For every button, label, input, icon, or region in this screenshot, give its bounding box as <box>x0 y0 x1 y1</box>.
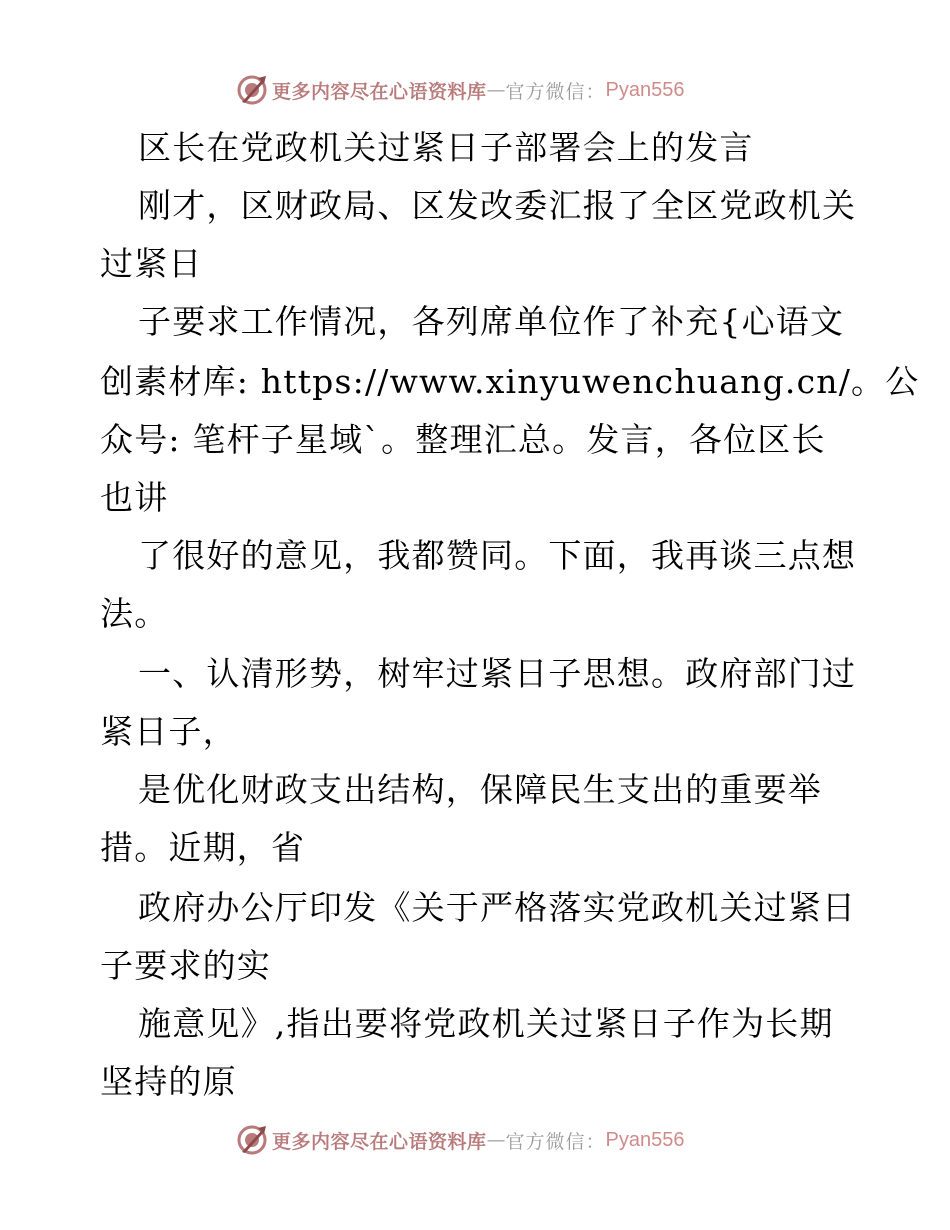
footer-banner <box>236 1122 685 1158</box>
banner-wechat-id: Pyan556 <box>605 1128 685 1151</box>
quill-seal-logo-icon <box>236 1124 268 1156</box>
banner-promo-text: 更多内容尽在心语资料库 <box>272 1130 487 1153</box>
body-line: 施意见》,指出要将党政机关过紧日子作为长期 <box>138 1004 834 1043</box>
banner-wechat-label: 官方微信： <box>505 1130 606 1153</box>
body-line: 过紧日 <box>100 244 203 283</box>
body-line: 众号: 笔杆子星域`。整理汇总。发言，各位区长 <box>100 420 826 459</box>
banner-separator: — <box>486 79 506 101</box>
body-line: 坚持的原 <box>100 1062 237 1101</box>
body-line: 子要求工作情况，各列席单位作了补充{心语文 <box>138 302 845 341</box>
header-banner <box>236 72 685 108</box>
body-line: 政府办公厅印发《关于严格落实党政机关过紧日 <box>138 888 857 927</box>
body-line: 紧日子， <box>100 712 237 751</box>
body-line: 法。 <box>100 594 169 633</box>
body-line: 子要求的实 <box>100 946 271 985</box>
body-line: 刚才，区财政局、区发改委汇报了全区党政机关 <box>138 186 857 225</box>
body-line: 了很好的意见，我都赞同。下面，我再谈三点想 <box>138 536 857 575</box>
body-line: 也讲 <box>100 478 169 517</box>
quill-seal-logo-icon <box>236 74 268 106</box>
body-line: 一、认清形势，树牢过紧日子思想。政府部门过 <box>138 654 857 693</box>
body-line: 是优化财政支出结构，保障民生支出的重要举 <box>138 770 822 809</box>
banner-promo-text: 更多内容尽在心语资料库 <box>272 80 487 103</box>
document-title: 区长在党政机关过紧日子部署会上的发言 <box>138 128 754 167</box>
banner-wechat-label: 官方微信： <box>505 80 606 103</box>
body-line: 创素材库: https://www.xinyuwenchuang.cn/。公 <box>100 362 920 401</box>
banner-separator: — <box>486 1129 506 1151</box>
banner-wechat-id: Pyan556 <box>605 78 685 101</box>
body-line: 措。近期，省 <box>100 828 306 867</box>
